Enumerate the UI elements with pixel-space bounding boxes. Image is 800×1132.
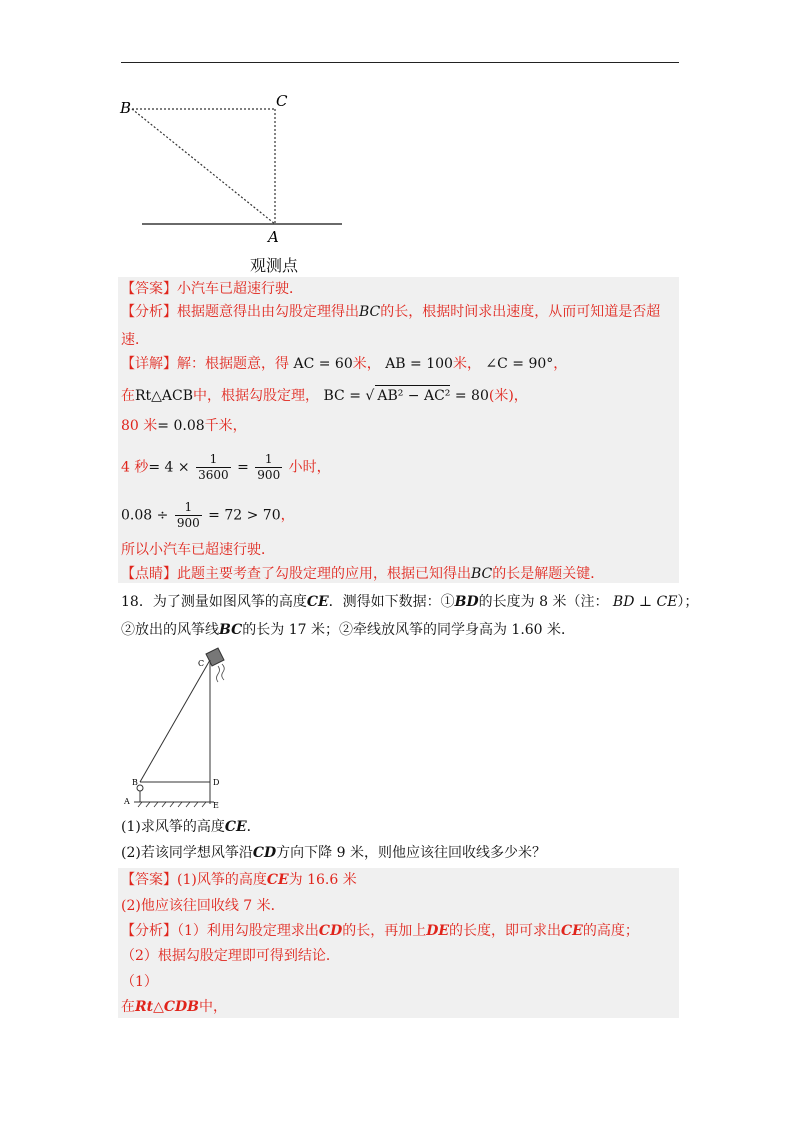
answer-line [121, 279, 303, 299]
label-e: E [213, 801, 219, 810]
var-cd: CD [318, 923, 343, 939]
analysis-tag: 【分析】 [121, 923, 177, 939]
sep: ， [553, 356, 568, 372]
eq: = 4 × [148, 459, 190, 476]
eq: = 72 > 70 [208, 507, 281, 524]
label-d: D [213, 778, 220, 787]
speed-line [121, 500, 295, 531]
answer-line-2: (2)他应该往回收线 7 米． [121, 898, 285, 914]
answer-tag: 【答案】 [121, 281, 177, 297]
text: (2)若该同学想风筝沿 [121, 845, 253, 861]
label-c: C [198, 659, 205, 668]
var-ce: CE [561, 923, 583, 939]
eq-rhs: = 80 [454, 388, 489, 404]
line-bc [140, 660, 210, 782]
q18-line-2 [121, 620, 575, 640]
text: (1)风筝的高度 [177, 872, 267, 888]
sqrt-expr: AB² − AC² [375, 385, 450, 406]
q18-line-1 [121, 592, 698, 612]
analysis-line [121, 302, 660, 322]
text: 的长为 17 米；②牵线放风筝的同学身高为 1.60 米． [242, 622, 576, 638]
analysis-text: 根据题意得出由勾股定理得出 [177, 304, 359, 320]
label-b: B [132, 778, 138, 787]
text: 的长度为 8 米（注： [478, 594, 609, 610]
figure-observation [110, 90, 360, 275]
unit: 米， [352, 356, 381, 372]
eq: = [237, 459, 249, 476]
label-a: A [268, 228, 279, 246]
var-bc: BC [219, 622, 243, 638]
text: 在 [121, 999, 135, 1015]
label-c: C [276, 92, 288, 110]
q18-sub-1 [121, 817, 261, 837]
eq-angle: ∠C = 90° [485, 356, 554, 372]
answer-line [121, 870, 357, 890]
sep: ， [280, 507, 295, 524]
unit: (米) [488, 388, 514, 404]
triangle-cdb: Rt△CDB [135, 999, 199, 1015]
line-ba [132, 109, 275, 224]
eq-lhs: BC = [323, 388, 361, 404]
comment-line [121, 564, 604, 584]
rt-line: 在Rt△ACB中，根据勾股定理， BC = √ AB² − AC² = 80(米)， [121, 385, 528, 406]
unit: 小时， [288, 459, 331, 476]
var-de: DE [426, 923, 450, 939]
text: 中， [198, 999, 227, 1015]
unit: 米 [143, 418, 158, 434]
var-bd: BD [454, 594, 479, 610]
var-cd: CD [252, 845, 277, 861]
value: 80 [121, 418, 139, 434]
label-b: B [120, 99, 132, 117]
var-bc: BC [359, 304, 381, 320]
ground-hatch [138, 802, 206, 807]
analysis-text: 的长，根据时间求出速度，从而可知道是否超 [380, 304, 661, 320]
figure-kite [118, 640, 258, 812]
comment-text: 的长是解题关键． [492, 566, 605, 582]
solution-panel-2 [118, 868, 679, 1018]
text: ．测得如下数据：① [328, 594, 455, 610]
eq-ac: AC = 60 [293, 356, 353, 372]
analysis-line-2: 速． [121, 332, 149, 348]
figure-caption: 观测点 [250, 256, 299, 275]
text: 方向下降 9 米，则他应该往回收线多少米？ [276, 845, 546, 861]
comment-tag: 【点睛】 [121, 566, 177, 582]
detail-tag: 【详解】 [121, 356, 177, 372]
conversion-line [121, 416, 247, 436]
kite-icon [206, 648, 224, 666]
detail-line: （1） [121, 974, 158, 990]
kite-tail [217, 664, 225, 682]
time-line [121, 452, 331, 483]
conclusion-line: 所以小汽车已超速行驶． [121, 542, 275, 558]
fraction: $\frac{1}{900}$ [176, 500, 200, 530]
detail-text: 解：根据题意，得 [177, 356, 289, 372]
text: 的长度，即可求出 [449, 923, 562, 939]
text: 中，根据勾股定理， [193, 388, 320, 404]
eq: 0.08 ÷ [121, 507, 169, 524]
text: ． [246, 819, 261, 835]
unit: 千米， [204, 418, 247, 434]
comment-text: 此题主要考查了勾股定理的应用，根据已知得出 [177, 566, 471, 582]
answer-text: 小汽车已超速行驶． [177, 281, 303, 297]
detail-line [121, 354, 567, 374]
text: （1）利用勾股定理求出 [177, 923, 319, 939]
eq-ab: AB = 100 [385, 356, 453, 372]
value: 4 [121, 459, 130, 476]
detail-line-2 [121, 997, 227, 1017]
q18-sub-2 [121, 843, 546, 863]
fraction: $\frac{1}{3600}$ [198, 452, 229, 482]
header-rule [121, 62, 679, 63]
analysis-line [121, 921, 639, 941]
var-ce: CE [266, 872, 289, 888]
text: 的高度； [582, 923, 639, 939]
text: 为 16.6 米 [288, 872, 357, 888]
text: ）； [677, 594, 699, 610]
var-ce: CE [224, 819, 247, 835]
fraction: $\frac{1}{900}$ [257, 452, 281, 482]
label-a: A [124, 797, 130, 806]
text: 18．为了测量如图风筝的高度 [121, 594, 307, 610]
answer-tag: 【答案】 [121, 872, 177, 888]
perp-expr: BD ⊥ CE [612, 594, 678, 610]
sep: ， [513, 388, 528, 404]
unit: 秒 [134, 459, 149, 476]
unit: 米， [452, 356, 481, 372]
triangle-acb: Rt△ACB [135, 388, 194, 404]
text: 的长，再加上 [342, 923, 427, 939]
var-bc: BC [471, 566, 493, 582]
var-ce: CE [306, 594, 329, 610]
analysis-tag: 【分析】 [121, 304, 177, 320]
person-icon [137, 785, 143, 791]
analysis-line-2: （2）根据勾股定理即可得到结论． [121, 948, 340, 964]
eq: = 0.08 [157, 418, 205, 434]
text: 在 [121, 388, 135, 404]
text: (1)求风筝的高度 [121, 819, 225, 835]
text: ②放出的风筝线 [121, 622, 219, 638]
